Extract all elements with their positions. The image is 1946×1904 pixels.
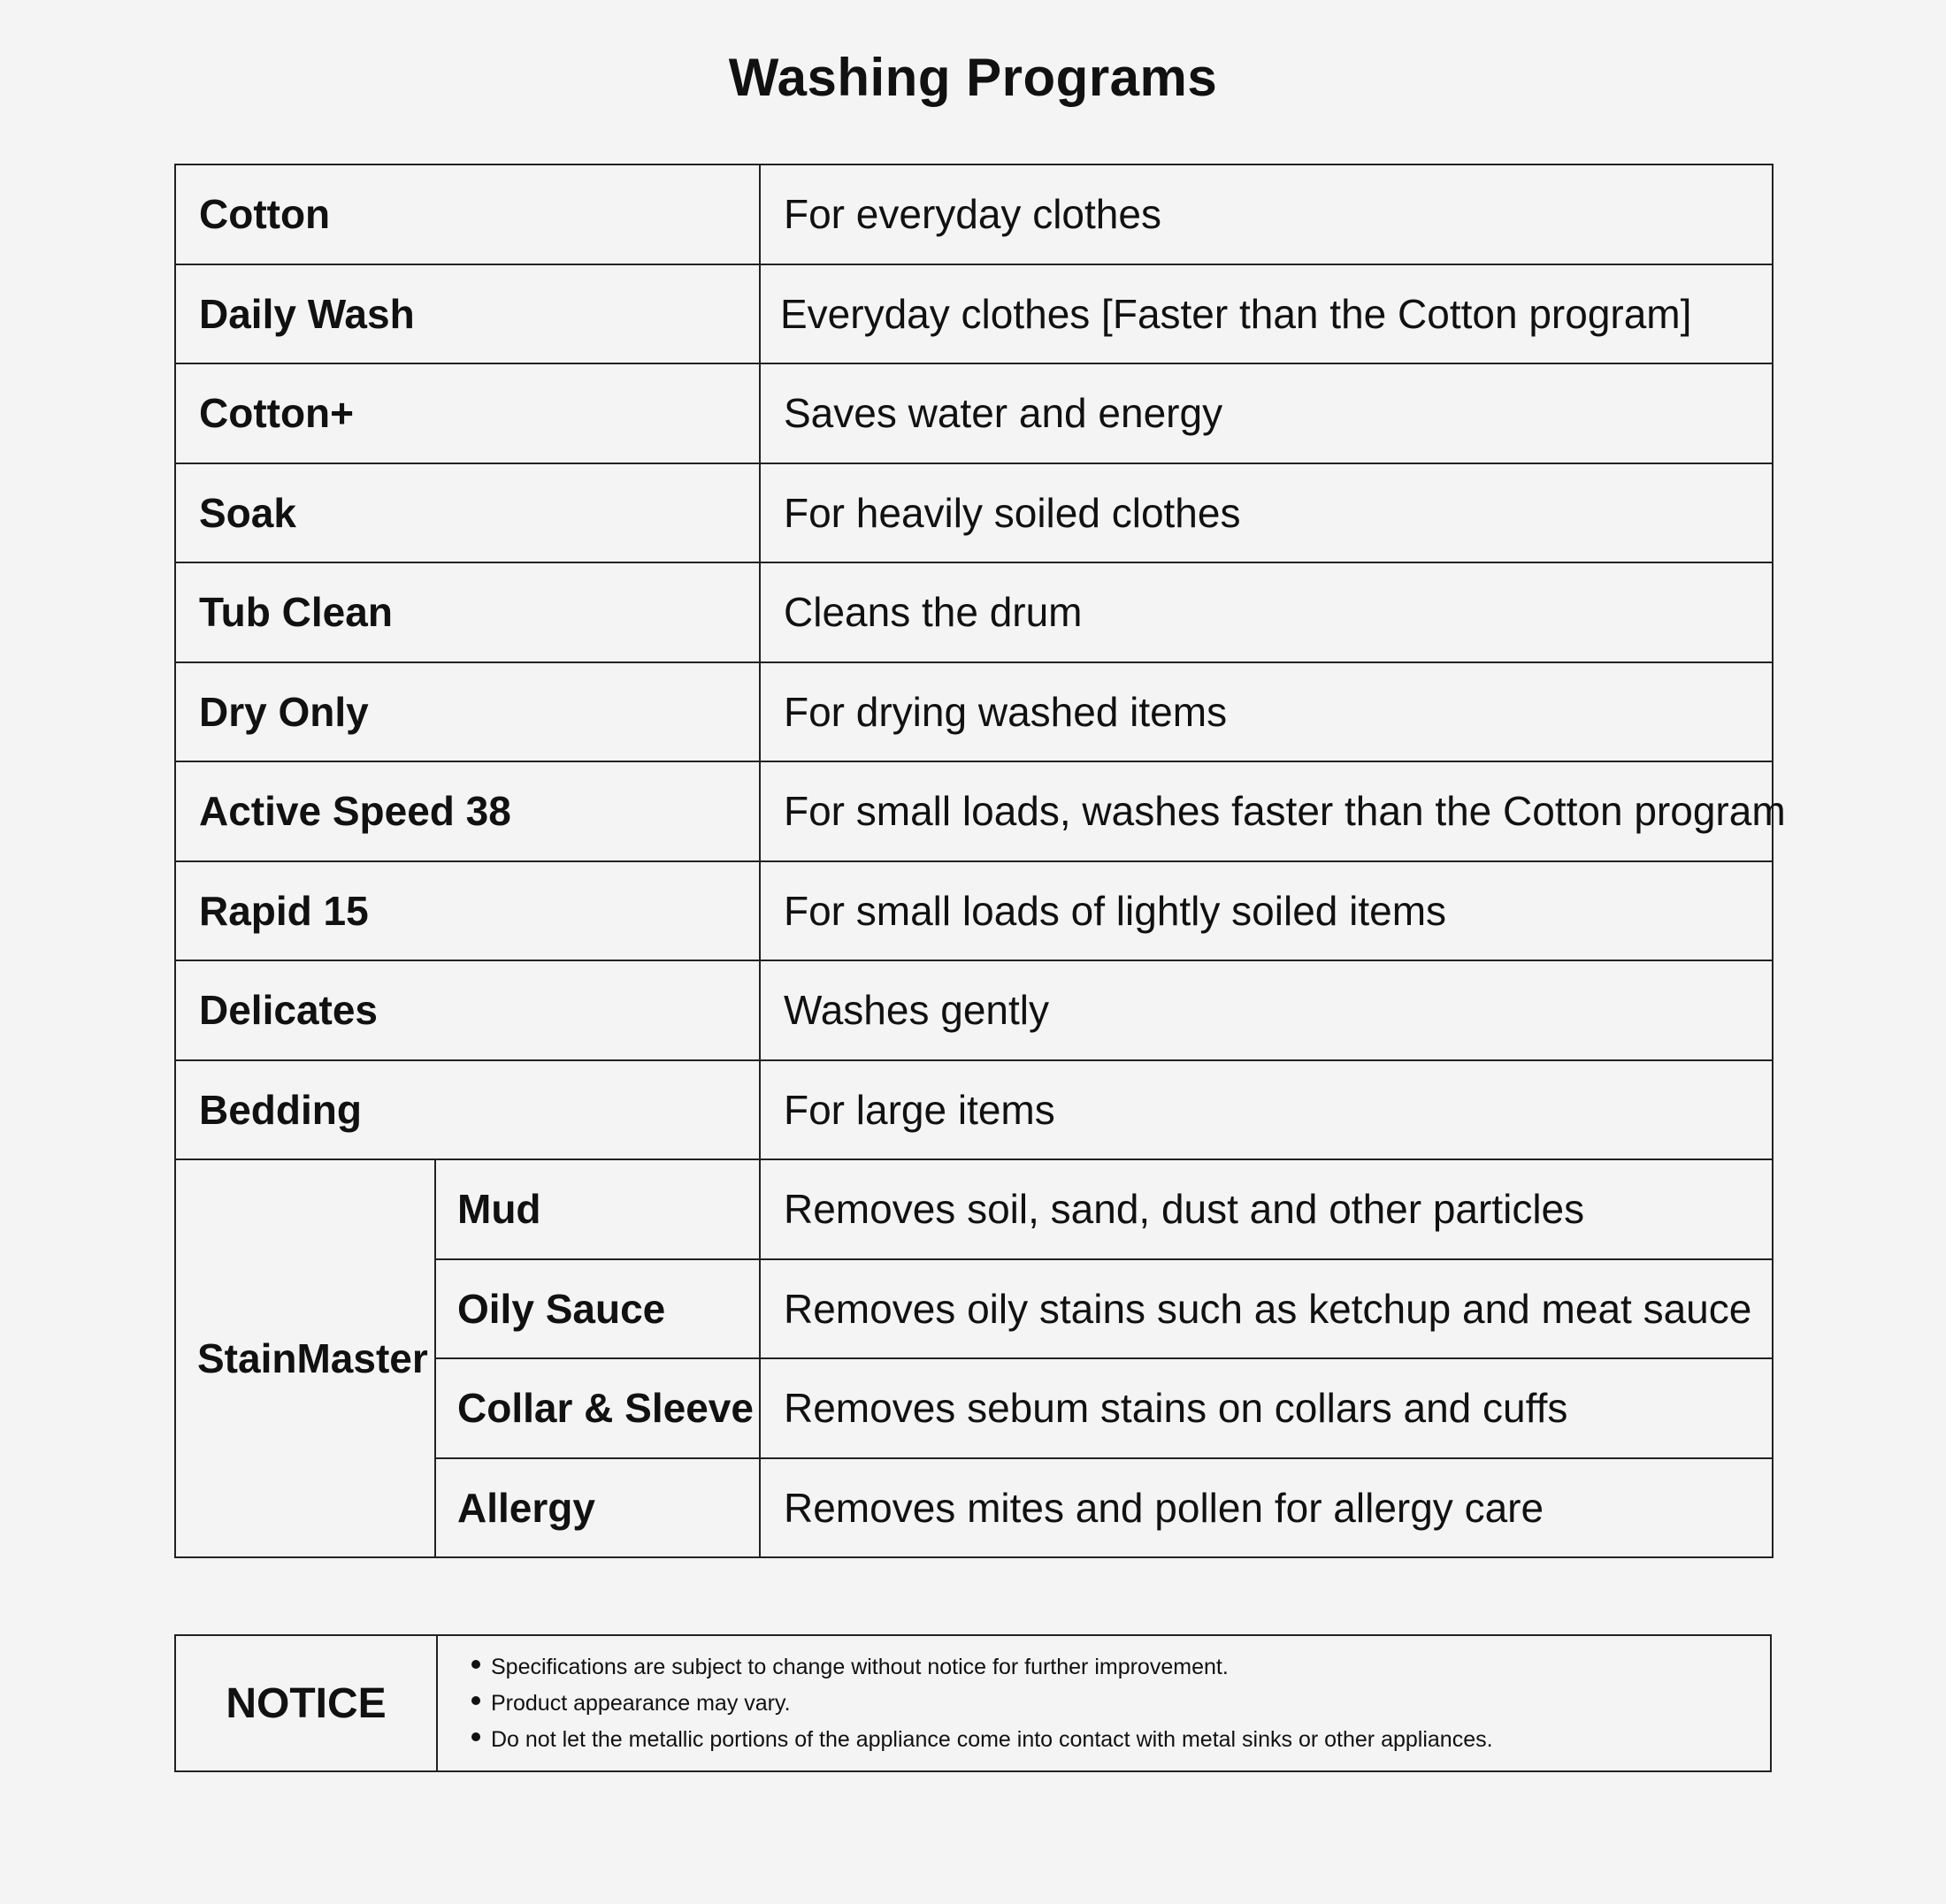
program-description: Washes gently <box>760 960 1773 1060</box>
program-description: Removes mites and pollen for allergy care <box>760 1458 1773 1558</box>
notice-item <box>471 1722 1770 1758</box>
program-name: Cotton+ <box>175 363 760 463</box>
program-description: Everyday clothes [Faster than the Cotton program] <box>760 264 1773 364</box>
program-description: For drying washed items <box>760 662 1773 762</box>
programs-table <box>174 164 1786 1558</box>
notice-label: NOTICE <box>175 1635 437 1771</box>
page-title: Washing Programs <box>728 48 1218 107</box>
stainmaster-program-name: Collar & Sleeve <box>435 1358 760 1458</box>
program-name: Delicates <box>175 960 760 1060</box>
notice-list <box>471 1649 1770 1758</box>
notice-item-text: Specifications are subject to change without notice for further improvement. <box>491 1654 1229 1679</box>
program-description: Cleans the drum <box>760 562 1773 662</box>
table-row <box>175 861 1773 961</box>
program-description: Saves water and energy <box>760 363 1773 463</box>
program-description: Removes sebum stains on collars and cuffs <box>760 1358 1773 1458</box>
table-row <box>175 463 1773 563</box>
notice-box <box>174 1634 1772 1772</box>
program-name: Dry Only <box>175 662 760 762</box>
notice-item <box>471 1686 1770 1722</box>
program-name: Cotton <box>175 164 760 264</box>
notice-item-text: Product appearance may vary. <box>491 1690 791 1716</box>
table-row <box>175 1060 1773 1160</box>
notice-item-text: Do not let the metallic portions of the appliance come into contact with metal sinks or other appliances. <box>491 1726 1493 1752</box>
table-row <box>175 761 1773 861</box>
table-row <box>175 363 1773 463</box>
table-row <box>175 562 1773 662</box>
stainmaster-program-name: Allergy <box>435 1458 760 1558</box>
program-description: For small loads, washes faster than the Cotton program <box>760 761 1773 861</box>
stainmaster-group-label: StainMaster <box>175 1159 435 1557</box>
program-description: Removes oily stains such as ketchup and meat sauce <box>760 1259 1773 1359</box>
notice-body <box>437 1635 1771 1771</box>
stainmaster-program-name: Mud <box>435 1159 760 1259</box>
program-description: Removes soil, sand, dust and other particles <box>760 1159 1773 1259</box>
bullet-icon <box>471 1732 480 1741</box>
notice-item <box>471 1649 1770 1686</box>
program-name: Bedding <box>175 1060 760 1160</box>
program-name: Rapid 15 <box>175 861 760 961</box>
bullet-icon <box>471 1660 480 1669</box>
program-name: Tub Clean <box>175 562 760 662</box>
table-row <box>175 164 1773 264</box>
program-name: Soak <box>175 463 760 563</box>
program-description: For small loads of lightly soiled items <box>760 861 1773 961</box>
table-row <box>175 1159 1773 1259</box>
bullet-icon <box>471 1696 480 1705</box>
program-name: Daily Wash <box>175 264 760 364</box>
stainmaster-program-name: Oily Sauce <box>435 1259 760 1359</box>
program-description: For heavily soiled clothes <box>760 463 1773 563</box>
table-row <box>175 264 1773 364</box>
table-row <box>175 662 1773 762</box>
program-description: For everyday clothes <box>760 164 1773 264</box>
program-description: For large items <box>760 1060 1773 1160</box>
program-name: Active Speed 38 <box>175 761 760 861</box>
table-row <box>175 960 1773 1060</box>
